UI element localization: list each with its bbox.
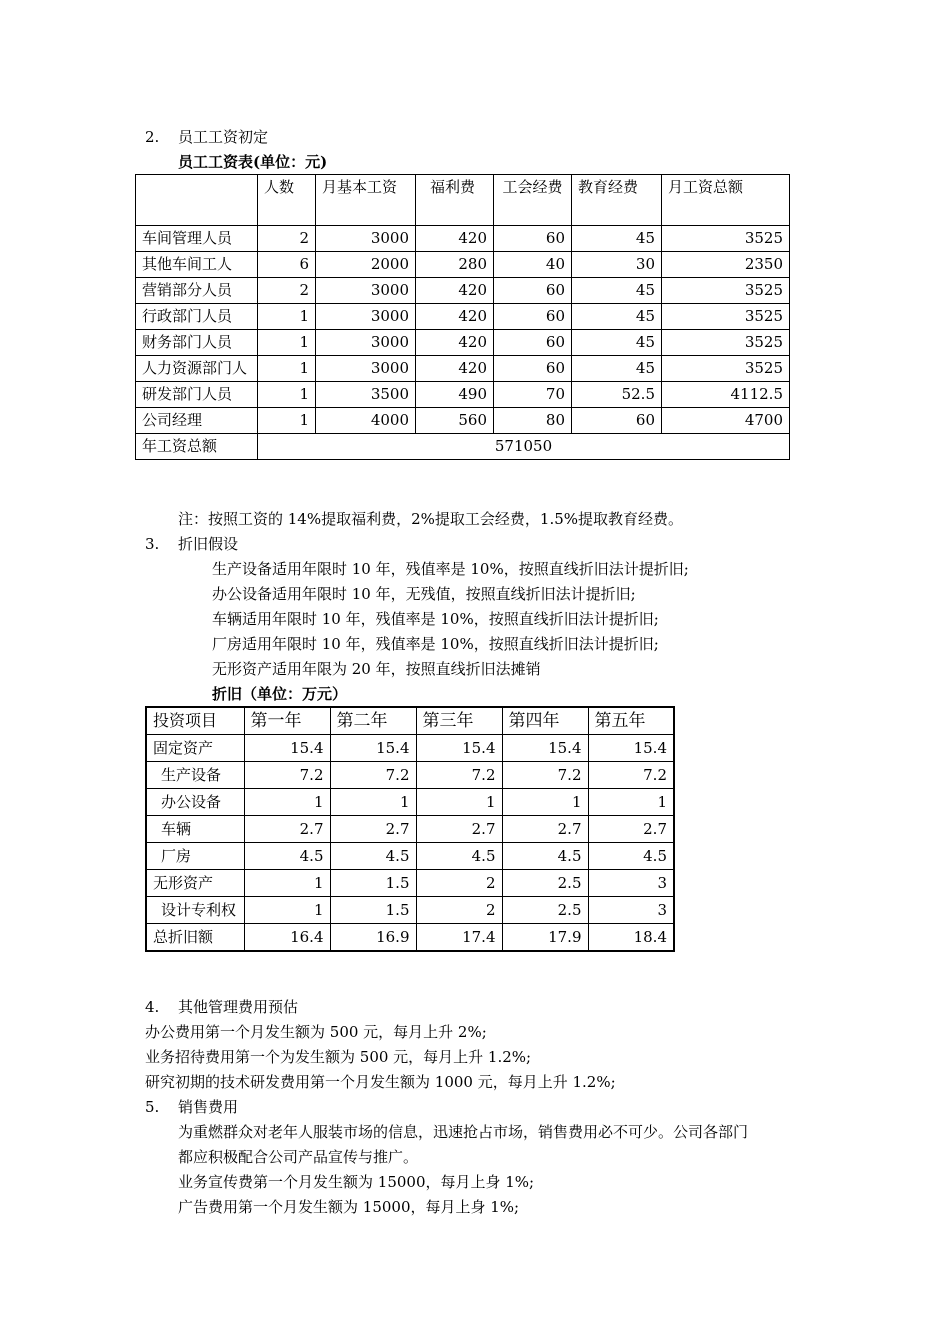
depreciation-assumption: 生产设备适用年限时 10 年，残值率是 10%，按照直线折旧法计提折旧;	[212, 560, 689, 578]
depreciation-cell: 7.2	[330, 762, 416, 789]
sales-paragraph-line-1: 为重燃群众对老年人服装市场的信息，迅速抢占市场，销售费用必不可少。公司各部门	[178, 1123, 749, 1141]
salary-cell: 60	[494, 356, 572, 382]
dep-header-cell: 第四年	[502, 707, 588, 735]
depreciation-cell: 16.9	[330, 924, 416, 952]
depreciation-cell: 3	[588, 897, 674, 924]
depreciation-row	[146, 762, 674, 789]
expense-line: 办公费用第一个月发生额为 500 元，每月上升 2%;	[145, 1023, 487, 1041]
salary-cell: 1	[258, 408, 316, 434]
depreciation-row-label: 固定资产	[146, 735, 244, 762]
depreciation-row	[146, 735, 674, 762]
sales-expense-line: 业务宣传费第一个月发生额为 15000，每月上身 1%;	[178, 1173, 535, 1191]
depreciation-cell: 15.4	[416, 735, 502, 762]
salary-cell: 2350	[662, 252, 790, 278]
section-4-title: 其他管理费用预估	[178, 998, 299, 1016]
salary-row	[136, 330, 790, 356]
depreciation-row	[146, 897, 674, 924]
depreciation-cell: 7.2	[502, 762, 588, 789]
dep-header-cell: 第二年	[330, 707, 416, 735]
depreciation-cell: 7.2	[588, 762, 674, 789]
depreciation-row-label: 无形资产	[146, 870, 244, 897]
salary-header-cell: 月基本工资	[316, 175, 416, 226]
salary-cell: 420	[416, 304, 494, 330]
salary-cell: 1	[258, 304, 316, 330]
salary-row-label: 营销部分人员	[136, 278, 258, 304]
salary-cell: 30	[572, 252, 662, 278]
salary-cell: 280	[416, 252, 494, 278]
depreciation-row	[146, 816, 674, 843]
salary-header-cell: 教育经费	[572, 175, 662, 226]
depreciation-cell: 18.4	[588, 924, 674, 952]
salary-cell: 3000	[316, 304, 416, 330]
depreciation-row-label: 总折旧额	[146, 924, 244, 952]
section-2-number: 2.	[145, 128, 160, 146]
salary-cell: 1	[258, 330, 316, 356]
dep-header-cell: 第三年	[416, 707, 502, 735]
salary-cell: 4000	[316, 408, 416, 434]
salary-cell: 3000	[316, 278, 416, 304]
depreciation-cell: 3	[588, 870, 674, 897]
salary-cell: 1	[258, 382, 316, 408]
salary-row	[136, 226, 790, 252]
salary-cell: 80	[494, 408, 572, 434]
salary-cell: 3000	[316, 226, 416, 252]
depreciation-cell: 1.5	[330, 870, 416, 897]
depreciation-row-label: 办公设备	[146, 789, 244, 816]
depreciation-cell: 1	[244, 789, 330, 816]
salary-cell: 60	[494, 226, 572, 252]
section-5-number: 5.	[145, 1098, 160, 1116]
salary-cell: 60	[494, 278, 572, 304]
salary-cell: 60	[572, 408, 662, 434]
depreciation-cell: 1	[244, 897, 330, 924]
salary-row-label: 财务部门人员	[136, 330, 258, 356]
salary-cell: 3525	[662, 278, 790, 304]
salary-cell: 3525	[662, 304, 790, 330]
depreciation-row	[146, 843, 674, 870]
salary-header-row	[136, 175, 790, 226]
salary-row	[136, 252, 790, 278]
depreciation-cell: 15.4	[502, 735, 588, 762]
depreciation-cell: 1	[588, 789, 674, 816]
depreciation-assumption: 办公设备适用年限时 10 年，无残值，按照直线折旧法计提折旧;	[212, 585, 636, 603]
section-4-number: 4.	[145, 998, 160, 1016]
salary-row	[136, 356, 790, 382]
salary-header-cell: 人数	[258, 175, 316, 226]
depreciation-row-label: 车辆	[146, 816, 244, 843]
depreciation-cell: 4.5	[330, 843, 416, 870]
depreciation-cell: 2.7	[330, 816, 416, 843]
salary-total-row	[136, 434, 790, 460]
depreciation-cell: 4.5	[502, 843, 588, 870]
depreciation-cell: 4.5	[416, 843, 502, 870]
depreciation-cell: 2.7	[416, 816, 502, 843]
depreciation-row-label: 设计专利权	[146, 897, 244, 924]
depreciation-cell: 4.5	[244, 843, 330, 870]
salary-cell: 3000	[316, 330, 416, 356]
depreciation-cell: 1	[244, 870, 330, 897]
depreciation-cell: 17.4	[416, 924, 502, 952]
salary-header-cell: 福利费	[416, 175, 494, 226]
salary-cell: 420	[416, 278, 494, 304]
salary-total-label: 年工资总额	[136, 434, 258, 460]
salary-cell: 3525	[662, 330, 790, 356]
section-3-title: 折旧假设	[178, 535, 239, 553]
depreciation-cell: 4.5	[588, 843, 674, 870]
salary-cell: 4700	[662, 408, 790, 434]
depreciation-cell: 1.5	[330, 897, 416, 924]
depreciation-assumption: 厂房适用年限时 10 年，残值率是 10%，按照直线折旧法计提折旧;	[212, 635, 659, 653]
depreciation-cell: 2	[416, 870, 502, 897]
salary-header-cell	[136, 175, 258, 226]
salary-cell: 60	[494, 304, 572, 330]
salary-cell: 420	[416, 226, 494, 252]
depreciation-cell: 7.2	[244, 762, 330, 789]
salary-cell: 420	[416, 356, 494, 382]
salary-cell: 45	[572, 304, 662, 330]
salary-row	[136, 382, 790, 408]
salary-cell: 420	[416, 330, 494, 356]
salary-row	[136, 408, 790, 434]
salary-cell: 4112.5	[662, 382, 790, 408]
salary-table	[135, 174, 790, 460]
salary-row-label: 车间管理人员	[136, 226, 258, 252]
salary-note: 注：按照工资的 14%提取福利费，2%提取工会经费，1.5%提取教育经费。	[178, 510, 684, 528]
depreciation-row	[146, 870, 674, 897]
depreciation-row	[146, 789, 674, 816]
dep-header-cell: 第五年	[588, 707, 674, 735]
salary-cell: 3500	[316, 382, 416, 408]
salary-header-cell: 月工资总额	[662, 175, 790, 226]
depreciation-cell: 15.4	[588, 735, 674, 762]
depreciation-cell: 15.4	[330, 735, 416, 762]
salary-row	[136, 304, 790, 330]
depreciation-assumption: 无形资产适用年限为 20 年，按照直线折旧法摊销	[212, 660, 541, 678]
salary-cell: 3525	[662, 226, 790, 252]
depreciation-cell: 16.4	[244, 924, 330, 952]
depreciation-cell: 2.5	[502, 897, 588, 924]
salary-cell: 1	[258, 356, 316, 382]
sales-paragraph-line-2: 都应积极配合公司产品宣传与推广。	[178, 1148, 419, 1166]
salary-cell: 2	[258, 226, 316, 252]
salary-cell: 45	[572, 356, 662, 382]
depreciation-cell: 15.4	[244, 735, 330, 762]
salary-row-label: 研发部门人员	[136, 382, 258, 408]
salary-cell: 3000	[316, 356, 416, 382]
salary-cell: 6	[258, 252, 316, 278]
depreciation-cell: 2.5	[502, 870, 588, 897]
section-3-number: 3.	[145, 535, 160, 553]
salary-row-label: 公司经理	[136, 408, 258, 434]
salary-total-value: 571050	[258, 434, 790, 460]
sales-expense-line: 广告费用第一个月发生额为 15000，每月上身 1%;	[178, 1198, 520, 1216]
depreciation-table	[145, 706, 675, 952]
salary-row-label: 行政部门人员	[136, 304, 258, 330]
depreciation-cell: 17.9	[502, 924, 588, 952]
depreciation-row	[146, 924, 674, 952]
salary-cell: 2	[258, 278, 316, 304]
salary-table-title: 员工工资表(单位：元)	[178, 153, 328, 171]
depreciation-cell: 2.7	[244, 816, 330, 843]
salary-cell: 45	[572, 330, 662, 356]
section-5-title: 销售费用	[178, 1098, 239, 1116]
salary-cell: 45	[572, 278, 662, 304]
depreciation-cell: 2.7	[588, 816, 674, 843]
expense-line: 研究初期的技术研发费用第一个月发生额为 1000 元，每月上升 1.2%;	[145, 1073, 616, 1091]
salary-cell: 560	[416, 408, 494, 434]
dep-header-cell: 第一年	[244, 707, 330, 735]
salary-cell: 490	[416, 382, 494, 408]
depreciation-header-row	[146, 707, 674, 735]
depreciation-row-label: 厂房	[146, 843, 244, 870]
salary-row-label: 人力资源部门人	[136, 356, 258, 382]
salary-header-cell: 工会经费	[494, 175, 572, 226]
salary-cell: 52.5	[572, 382, 662, 408]
depreciation-table-title: 折旧（单位：万元）	[212, 685, 348, 703]
depreciation-cell: 1	[330, 789, 416, 816]
depreciation-cell: 7.2	[416, 762, 502, 789]
depreciation-assumption: 车辆适用年限时 10 年，残值率是 10%，按照直线折旧法计提折旧;	[212, 610, 659, 628]
salary-row-label: 其他车间工人	[136, 252, 258, 278]
salary-cell: 70	[494, 382, 572, 408]
salary-cell: 3525	[662, 356, 790, 382]
salary-row	[136, 278, 790, 304]
depreciation-cell: 2.7	[502, 816, 588, 843]
salary-cell: 45	[572, 226, 662, 252]
dep-header-cell: 投资项目	[146, 707, 244, 735]
depreciation-cell: 1	[502, 789, 588, 816]
salary-cell: 40	[494, 252, 572, 278]
depreciation-cell: 2	[416, 897, 502, 924]
depreciation-cell: 1	[416, 789, 502, 816]
salary-cell: 2000	[316, 252, 416, 278]
salary-cell: 60	[494, 330, 572, 356]
depreciation-row-label: 生产设备	[146, 762, 244, 789]
expense-line: 业务招待费用第一个为发生额为 500 元，每月上升 1.2%;	[145, 1048, 532, 1066]
section-2-title: 员工工资初定	[178, 128, 269, 146]
